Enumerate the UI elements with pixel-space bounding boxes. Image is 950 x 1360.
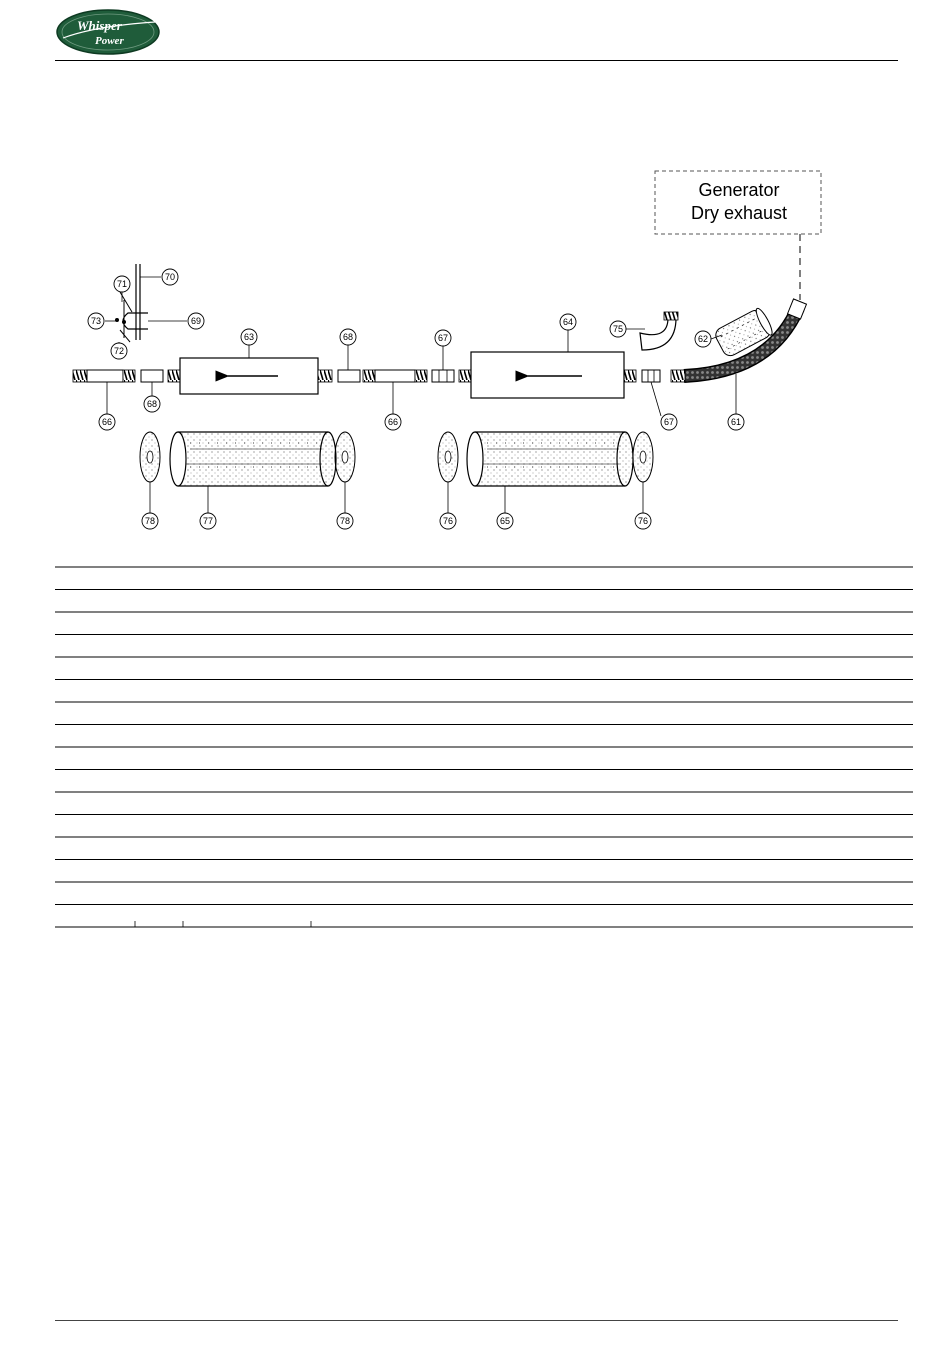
callout-label: 61 <box>730 417 742 428</box>
callout-label: 73 <box>90 316 102 327</box>
callout-label: 68 <box>146 399 158 410</box>
parts-list-table <box>55 566 913 928</box>
callout-70 <box>162 269 178 285</box>
callout-label: 67 <box>663 417 675 428</box>
callout-77 <box>200 513 216 529</box>
callout-label: 62 <box>697 334 709 345</box>
part-67-union-right <box>642 370 660 382</box>
callout-64 <box>560 314 576 330</box>
part-75-elbow <box>640 312 678 350</box>
callout-bubbles <box>88 269 744 529</box>
callout-61 <box>728 414 744 430</box>
callout-65 <box>497 513 513 529</box>
callout-label: 75 <box>612 324 624 335</box>
callout-68 <box>340 329 356 345</box>
callout-label: 67 <box>437 333 449 344</box>
callout-label: 78 <box>144 516 156 527</box>
generator-dry-exhaust-box <box>655 171 821 234</box>
callout-label: 68 <box>342 332 354 343</box>
callout-78 <box>142 513 158 529</box>
callout-label: 69 <box>190 316 202 327</box>
callout-label: 78 <box>339 516 351 527</box>
callout-69 <box>188 313 204 329</box>
callout-label: 70 <box>164 272 176 283</box>
part-68-coupling-left <box>141 370 163 382</box>
part-76-end-disc-right <box>633 432 653 482</box>
callout-68 <box>144 396 160 412</box>
callout-label: 76 <box>442 516 454 527</box>
callout-66 <box>99 414 115 430</box>
callout-label: 63 <box>243 332 255 343</box>
bracket-assembly-69-73 <box>115 264 148 342</box>
callout-76 <box>440 513 456 529</box>
part-67-union-left <box>432 370 454 382</box>
callout-78 <box>337 513 353 529</box>
footer-rule <box>55 1320 898 1321</box>
logo-text-line1: Whisper <box>77 18 122 33</box>
part-63-muffler <box>168 358 332 394</box>
callout-71 <box>114 276 130 292</box>
callout-label: 71 <box>116 279 128 290</box>
callout-67 <box>435 330 451 346</box>
callout-label: 65 <box>499 516 511 527</box>
table-rows <box>55 567 913 927</box>
part-66-pipe-middle <box>363 370 427 382</box>
callout-62 <box>695 331 711 347</box>
callout-label: 76 <box>637 516 649 527</box>
callout-67 <box>661 414 677 430</box>
callout-66 <box>385 414 401 430</box>
callout-label: 77 <box>202 516 214 527</box>
part-76-end-disc-left <box>438 432 458 482</box>
exhaust-parts-diagram <box>0 0 950 560</box>
part-78-end-disc-right <box>335 432 355 482</box>
generator-label: Generator <box>698 180 780 200</box>
callout-label: 72 <box>113 346 125 357</box>
callout-76 <box>635 513 651 529</box>
part-66-pipe-left <box>73 370 135 382</box>
part-78-end-disc-left <box>140 432 160 482</box>
dry-exhaust-label: Dry exhaust <box>690 203 788 223</box>
part-65-insulation-cylinder <box>467 432 633 486</box>
callout-75 <box>610 321 626 337</box>
callout-63 <box>241 329 257 345</box>
callout-label: 64 <box>562 317 574 328</box>
part-64-muffler <box>459 352 624 398</box>
callout-73 <box>88 313 104 329</box>
callout-72 <box>111 343 127 359</box>
callout-label: 66 <box>101 417 113 428</box>
part-68-coupling-middle <box>338 370 360 382</box>
part-77-insulation-cylinder <box>170 432 336 486</box>
logo-text-line2: Power <box>95 35 124 47</box>
callout-label: 66 <box>387 417 399 428</box>
